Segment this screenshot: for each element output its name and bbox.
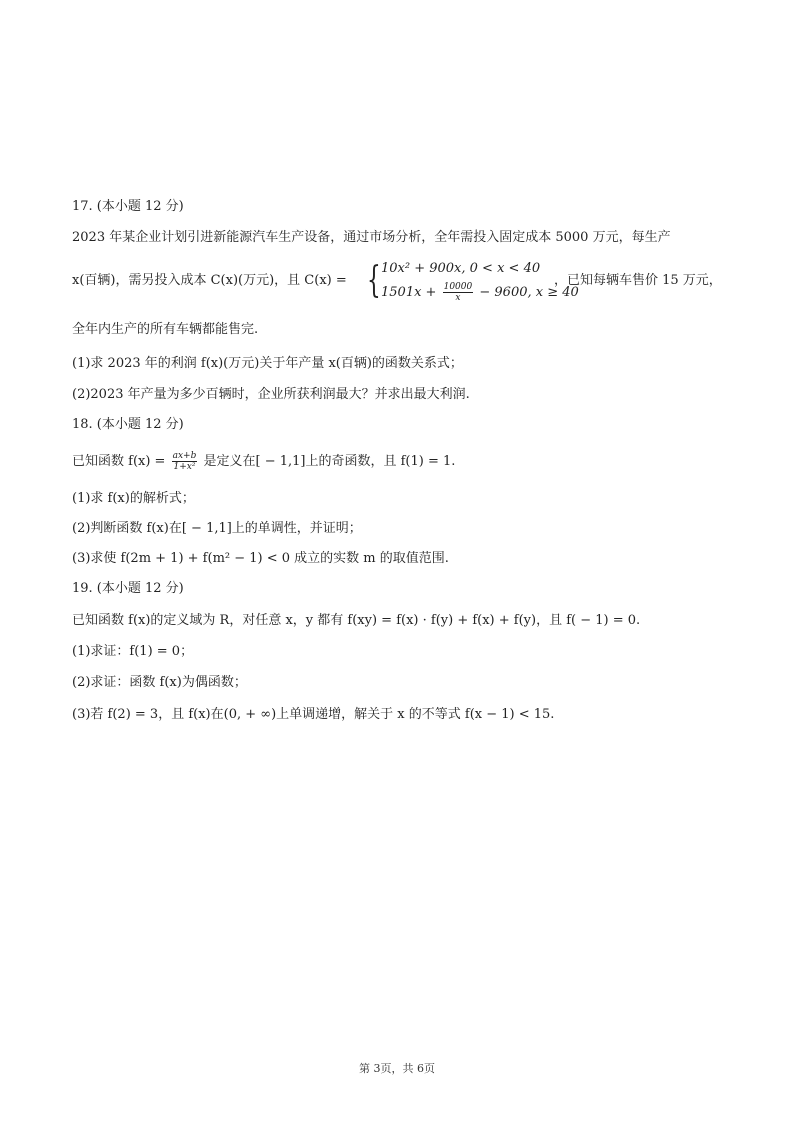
q18-part2: (2)判断函数 f(x)在[ − 1,1]上的单调性，并证明； (72, 521, 362, 536)
q17-title: 17. (本小题 12 分) (72, 199, 184, 214)
q19-part2: (2)求证：函数 f(x)为偶函数； (72, 675, 247, 690)
q17-part2: (2)2023 年产量为多少百辆时，企业所获利润最大？并求出最大利润. (72, 387, 470, 402)
q18-denominator: 1+x² (173, 462, 196, 472)
q18-fraction (172, 451, 198, 472)
q19-title: 19. (本小题 12 分) (72, 581, 184, 596)
q17-case2 (381, 282, 579, 303)
q17-line1: 2023 年某企业计划引进新能源汽车生产设备，通过市场分析，全年需投入固定成本 5000 万元，每生产 (72, 230, 671, 245)
q19-stem: 已知函数 f(x)的定义域为 R，对任意 x，y 都有 f(xy) = f(x) · f(y) + f(x) + f(y)，且 f( − 1) = 0. (72, 613, 641, 628)
q17-case1: 10x² + 900x, 0 < x < 40 (381, 261, 541, 276)
q17-case2-numerator: 10000 (443, 282, 473, 292)
brace-symbol: { (367, 260, 381, 301)
q18-stem-end: 是定义在[ − 1,1]上的奇函数，且 f(1) = 1. (203, 454, 456, 469)
q17-case2-b: − 9600, x ≥ 40 (479, 285, 579, 300)
q19-part1: (1)求证：f(1) = 0； (72, 644, 194, 659)
q18-numerator: ax+b (172, 451, 197, 461)
q17-piecewise (367, 258, 579, 304)
q18-stem (72, 451, 455, 472)
q18-part1: (1)求 f(x)的解析式； (72, 491, 195, 506)
q17-case2-fraction (443, 282, 474, 303)
q18-title: 18. (本小题 12 分) (72, 417, 184, 432)
q17-part1: (1)求 2023 年的利润 f(x)(万元)关于年产量 x(百辆)的函数关系式； (72, 356, 463, 371)
q17-line3: 全年内生产的所有车辆都能售完. (72, 322, 259, 337)
q17-case2-denominator: x (455, 293, 461, 303)
q18-stem-start: 已知函数 f(x) = (72, 454, 166, 469)
page-footer: 第 3页，共 6页 (359, 1062, 435, 1075)
q17-line2-end: ，已知每辆车售价 15 万元， (554, 273, 722, 288)
q19-part3: (3)若 f(2) = 3，且 f(x)在(0, + ∞)上单调递增，解关于 x 的不等式 f(x − 1) < 15. (72, 707, 555, 722)
q18-part3: (3)求使 f(2m + 1) + f(m² − 1) < 0 成立的实数 m 的取值范围. (72, 551, 449, 566)
q17-case2-a: 1501x + (381, 285, 437, 300)
q17-line2-start: x(百辆)，需另投入成本 C(x)(万元)，且 C(x) = (72, 273, 347, 288)
